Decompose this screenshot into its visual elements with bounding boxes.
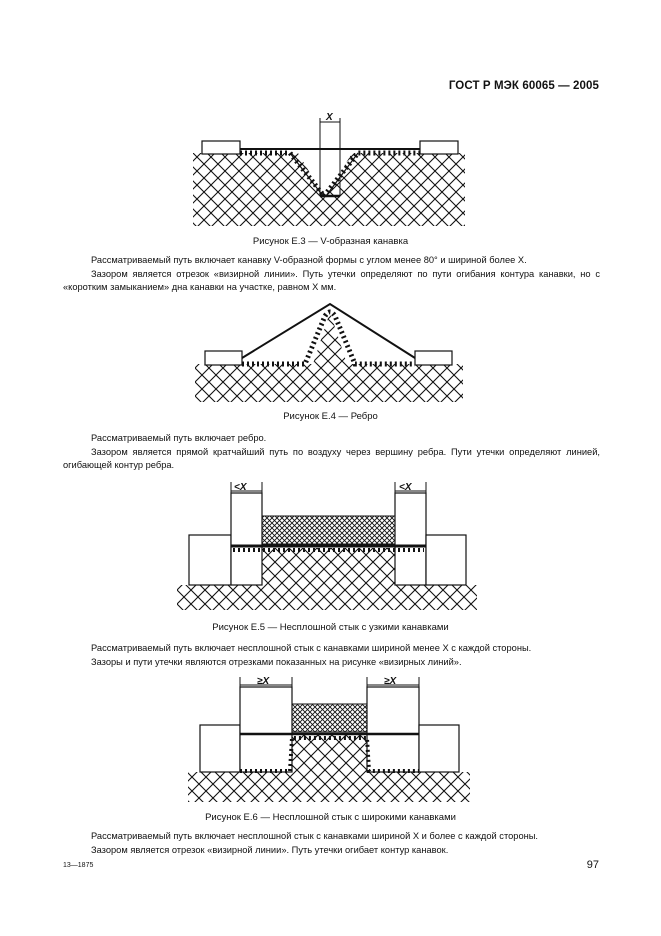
figure-e3-caption: Рисунок Е.3 — V-образная канавка xyxy=(252,236,409,247)
paragraph-block-3 xyxy=(63,642,600,669)
figure-e5-caption: Рисунок Е.5 — Несплошной стык с узкими канавками xyxy=(212,622,449,633)
dim-label-left: <X xyxy=(234,482,247,493)
paragraph-block-4 xyxy=(63,830,600,857)
paragraph: Зазором является отрезок «визирной линии». Путь утечки огибает контур канавок. xyxy=(91,844,449,855)
print-code: 13—1875 xyxy=(63,862,94,869)
figure-e4-diagram xyxy=(195,298,465,404)
paragraph: Рассматриваемый путь включает ребро. xyxy=(91,433,267,443)
figure-e3-diagram xyxy=(190,108,470,230)
standard-header: ГОСТ Р МЭК 60065 — 2005 xyxy=(448,80,599,92)
paragraph: Зазоры и пути утечки являются отрезками показанных на рисунке «визирных линий». xyxy=(91,656,462,667)
page-number: 97 xyxy=(586,859,599,871)
paragraph: Зазором является отрезок «визирной линии». Путь утечки определяют по пути огибания контура канавки, но с «коротким замыканием» дна канавки на участке, равном X мм. xyxy=(63,268,600,292)
figure-e4-caption: Рисунок Е.4 — Ребро xyxy=(283,411,378,422)
dim-label-x: X xyxy=(326,112,333,123)
dim-label-right: ≥X xyxy=(384,676,397,687)
paragraph-block-1 xyxy=(63,254,600,295)
dim-label-right: <X xyxy=(399,482,412,493)
figure-e6-caption: Рисунок Е.6 — Несплошной стык с широкими канавками xyxy=(205,812,456,823)
paragraph-block-2 xyxy=(63,432,600,473)
paragraph: Рассматриваемый путь включает несплошной стык с канавками шириной X и более с каждой стороны. xyxy=(91,831,539,841)
paragraph: Рассматриваемый путь включает несплошной стык с канавками шириной менее X с каждой стороны. xyxy=(91,643,532,653)
figure-e5-diagram xyxy=(177,478,479,613)
dim-label-left: ≥X xyxy=(257,676,270,687)
paragraph: Зазором является прямой кратчайший путь по воздуху через вершину ребра. Пути утечки определяют линией, огибающей контур ребра. xyxy=(63,446,600,470)
figure-e6-diagram xyxy=(185,672,475,807)
paragraph: Рассматриваемый путь включает канавку V-образной формы с углом менее 80° и шириной более X. xyxy=(91,255,527,265)
